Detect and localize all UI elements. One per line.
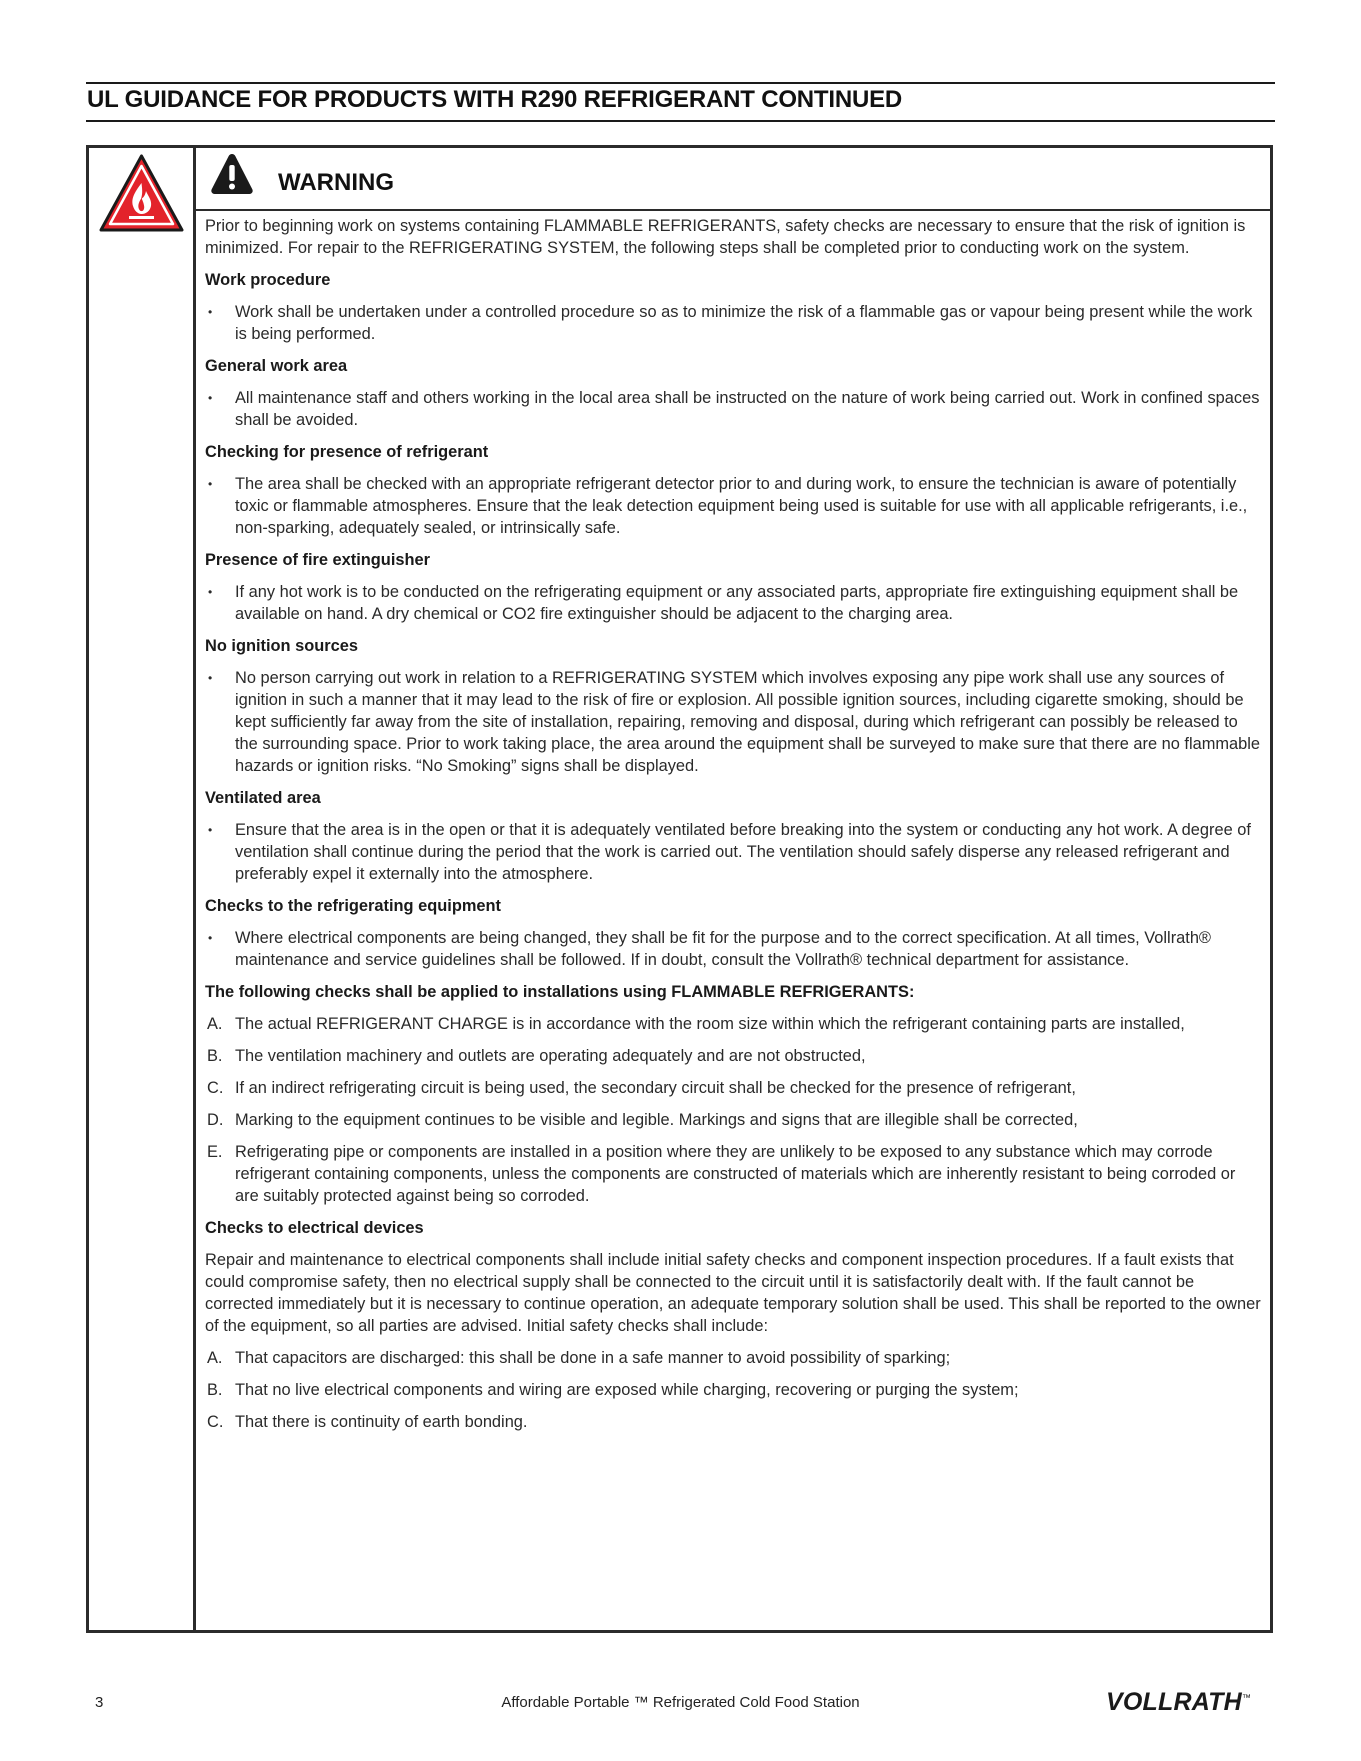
list-item-text: If an indirect refrigerating circuit is being used, the secondary circuit shall be checked for the presence of refrigerant,	[235, 1079, 1076, 1097]
trademark-mark: ™	[1241, 1692, 1252, 1703]
list-item	[205, 1045, 1263, 1067]
list-letter: A.	[207, 1349, 223, 1367]
section-heading: Presence of fire extinguisher	[205, 551, 430, 569]
header-rule-bottom	[86, 120, 1275, 122]
intro-paragraph: Prior to beginning work on systems containing FLAMMABLE REFRIGERANTS, safety checks are necessary to ensure that the risk of ignition is minimized. For repair to the REFRIGERATING SYSTEM, the following steps shall be completed prior to conducting work on the system.	[205, 217, 1246, 257]
list-item-text: That capacitors are discharged: this shall be done in a safe manner to avoid possibility of sparking;	[235, 1349, 951, 1367]
list-item	[205, 581, 1263, 625]
list-item	[205, 1347, 1263, 1369]
list-item-text: All maintenance staff and others working in the local area shall be instructed on the nature of work being carried out. Work in confined spaces shall be avoided.	[235, 389, 1260, 429]
electrical-checks-paragraph: Repair and maintenance to electrical components shall include initial safety checks and component inspection procedures. If a fault exists that could compromise safety, then no electrical supply shall be connected to the circuit until it is satisfactorily dealt with. If the fault cannot be corrected immediately but it is necessary to continue operation, an adequate temporary solution shall be used. This shall be reported to the owner of the equipment, so all parties are advised. Initial safety checks shall include:	[205, 1251, 1261, 1335]
vollrath-logo	[1106, 1688, 1251, 1717]
list-letter: B.	[207, 1047, 223, 1065]
list-item	[205, 1077, 1263, 1099]
section-heading: Checks to the refrigerating equipment	[205, 897, 501, 915]
warning-label: WARNING	[278, 169, 394, 196]
list-item-text: That no live electrical components and wiring are exposed while charging, recovering or purging the system;	[235, 1381, 1019, 1399]
list-letter: D.	[207, 1111, 224, 1129]
bullet-mark: •	[208, 931, 213, 945]
section-heading: Ventilated area	[205, 789, 321, 807]
bullet-list	[205, 927, 1263, 971]
warning-header	[196, 148, 1270, 211]
list-item	[205, 1109, 1263, 1131]
list-item	[205, 667, 1263, 777]
installation-checks-heading: The following checks shall be applied to installations using FLAMMABLE REFRIGERANTS:	[205, 983, 915, 1001]
header-rule-top	[86, 82, 1275, 84]
document-title: Affordable Portable ™ Refrigerated Cold Food Station	[501, 1694, 860, 1711]
brand-name: VOLLRATH	[1106, 1688, 1242, 1716]
bullet-mark: •	[208, 391, 213, 405]
section-heading: General work area	[205, 357, 348, 375]
exclamation-triangle-icon	[210, 152, 254, 196]
list-item	[205, 927, 1263, 971]
list-item	[205, 387, 1263, 431]
list-item-text: That there is continuity of earth bonding.	[235, 1413, 528, 1431]
list-letter: C.	[207, 1413, 224, 1431]
list-item-text: The area shall be checked with an appropriate refrigerant detector prior to and during work, to ensure the technician is aware of potentially toxic or flammable atmospheres. Ensure that the leak detection equipment being used is suitable for use with all applicable refrigerants, i.e., non-sparking, adequately sealed, or intrinsically safe.	[235, 475, 1248, 537]
bullet-mark: •	[208, 585, 213, 599]
list-letter: B.	[207, 1381, 223, 1399]
list-letter: A.	[207, 1015, 223, 1033]
warning-content	[205, 215, 1263, 1443]
list-item-text: Marking to the equipment continues to be visible and legible. Markings and signs that are illegible shall be corrected,	[235, 1111, 1078, 1129]
bullet-list	[205, 473, 1263, 539]
installation-checks-list	[205, 1013, 1263, 1207]
section-heading: Work procedure	[205, 271, 331, 289]
list-item-text: The ventilation machinery and outlets are operating adequately and are not obstructed,	[235, 1047, 866, 1065]
bullet-list	[205, 581, 1263, 625]
section-heading: No ignition sources	[205, 637, 358, 655]
bullet-list	[205, 819, 1263, 885]
list-letter: C.	[207, 1079, 224, 1097]
electrical-checks-heading: Checks to electrical devices	[205, 1219, 424, 1237]
list-item	[205, 301, 1263, 345]
bullet-list	[205, 387, 1263, 431]
list-item-text: Work shall be undertaken under a controlled procedure so as to minimize the risk of a flammable gas or vapour being present while the work is being performed.	[235, 303, 1253, 343]
list-item	[205, 1013, 1263, 1035]
list-letter: E.	[207, 1143, 223, 1161]
electrical-checks-list	[205, 1347, 1263, 1433]
list-item	[205, 819, 1263, 885]
list-item	[205, 1411, 1263, 1433]
list-item	[205, 473, 1263, 539]
list-item-text: No person carrying out work in relation to a REFRIGERATING SYSTEM which involves exposing any pipe work shall use any sources of ignition in such a manner that it may lead to the risk of fire or explosion. All possible ignition sources, including cigarette smoking, should be kept sufficiently far away from the site of installation, repairing, removing and disposal, during which refrigerant can possibly be released to the surrounding space. Prior to work taking place, the area around the equipment shall be surveyed to make sure that there are no flammable hazards or ignition risks. “No Smoking” signs shall be displayed.	[235, 669, 1260, 775]
list-item-text: Ensure that the area is in the open or that it is adequately ventilated before breaking into the system or conducting any hot work. A degree of ventilation shall continue during the period that the work is carried out. The ventilation should safely disperse any released refrigerant and preferably expel it externally into the atmosphere.	[235, 821, 1251, 883]
page-title: UL GUIDANCE FOR PRODUCTS WITH R290 REFRIGERANT CONTINUED	[87, 86, 903, 113]
list-item-text: Refrigerating pipe or components are installed in a position where they are unlikely to be exposed to any substance which may corrode refrigerant containing components, unless the components are constructed of materials which are inherently resistant to being corroded or are suitably protected against being so corroded.	[235, 1143, 1236, 1205]
bullet-mark: •	[208, 477, 213, 491]
page-number: 3	[95, 1694, 104, 1711]
list-item-text: Where electrical components are being changed, they shall be fit for the purpose and to the correct specification. At all times, Vollrath® maintenance and service guidelines shall be followed. If in doubt, consult the Vollrath® technical department for assistance.	[235, 929, 1212, 969]
list-item	[205, 1141, 1263, 1207]
bullet-list	[205, 301, 1263, 345]
flammable-warning-icon	[98, 153, 185, 234]
icon-column	[89, 148, 196, 1630]
list-item-text: If any hot work is to be conducted on the refrigerating equipment or any associated parts, appropriate fire extinguishing equipment shall be available on hand. A dry chemical or CO2 fire extinguisher should be adjacent to the charging area.	[235, 583, 1239, 623]
bullet-list	[205, 667, 1263, 777]
bullet-mark: •	[208, 671, 213, 685]
list-item	[205, 1379, 1263, 1401]
list-item-text: The actual REFRIGERANT CHARGE is in accordance with the room size within which the refrigerant containing parts are installed,	[235, 1015, 1185, 1033]
warning-box	[86, 145, 1273, 1633]
bullet-mark: •	[208, 305, 213, 319]
bullet-mark: •	[208, 823, 213, 837]
section-heading: Checking for presence of refrigerant	[205, 443, 489, 461]
